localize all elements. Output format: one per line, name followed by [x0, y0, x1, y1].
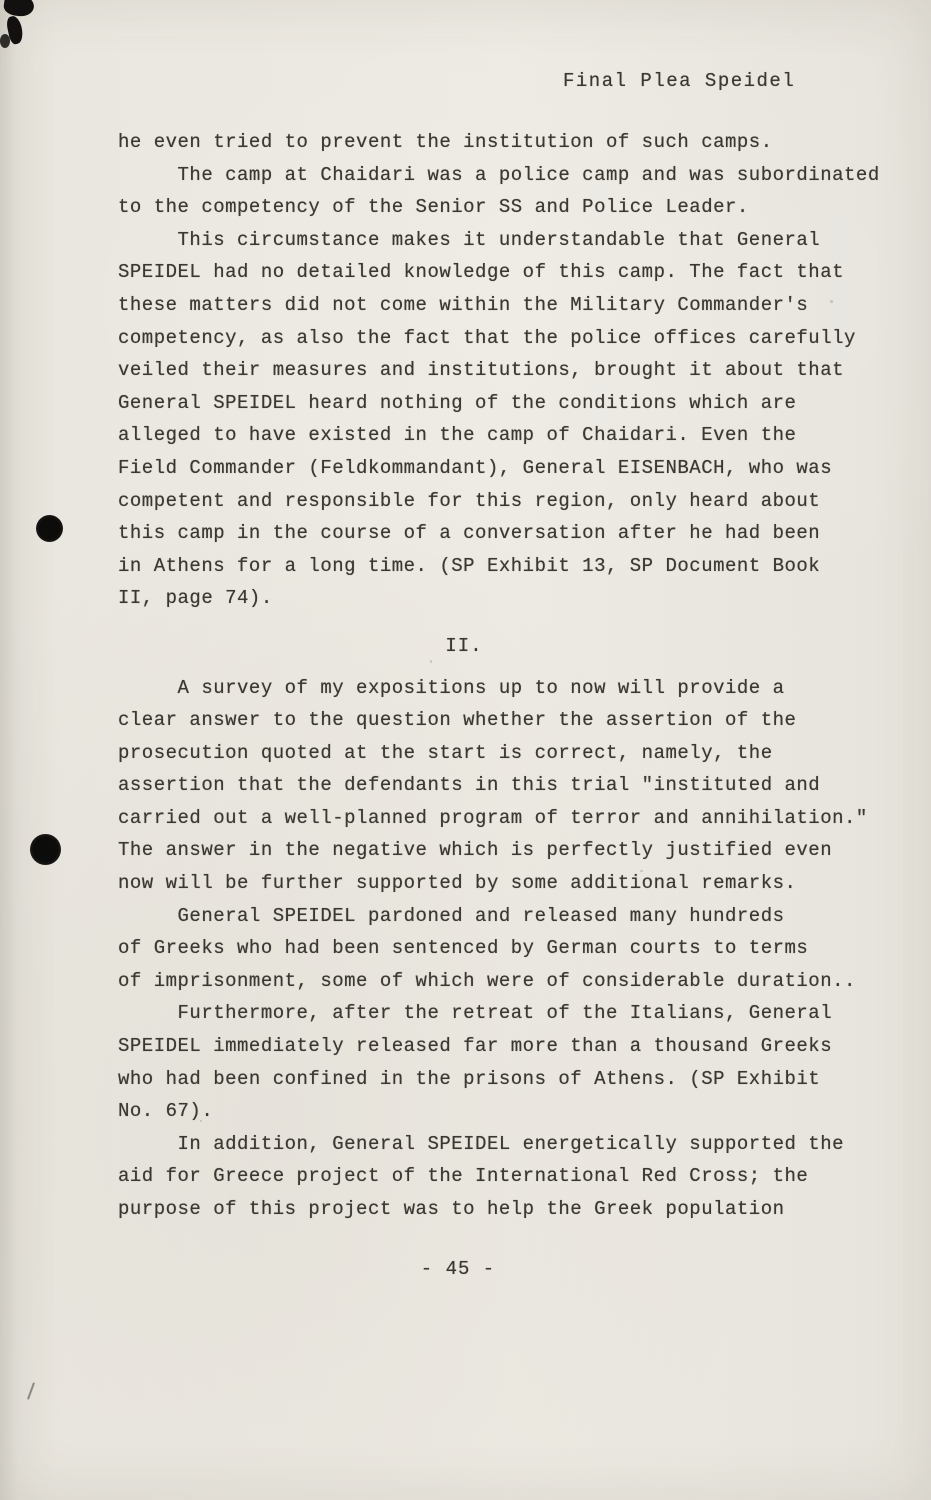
- corner-stain: [0, 34, 10, 48]
- text-line: In addition, General SPEIDEL energetically supported the: [118, 1132, 845, 1155]
- paragraph: [118, 900, 870, 998]
- text-line: Field Commander (Feldkommandant), General EISENBACH, who was: [118, 456, 833, 479]
- corner-stain: [3, 0, 36, 18]
- text-line: these matters did not come within the Military Commander's: [118, 293, 809, 316]
- paragraph: [118, 126, 870, 159]
- punch-hole: [30, 834, 61, 865]
- text-line: SPEIDEL had no detailed knowledge of this camp. The fact that: [118, 261, 845, 284]
- text-line: he even tried to prevent the institution of such camps.: [118, 131, 773, 153]
- text-line: of Greeks who had been sentenced by German courts to terms: [118, 937, 809, 960]
- text-line: assertion that the defendants in this trial "instituted and: [118, 774, 821, 797]
- document-title: Final Plea Speidel: [563, 70, 796, 92]
- paragraph: [118, 159, 880, 224]
- text-line: to the competency of the Senior SS and Police Leader.: [118, 196, 749, 219]
- text-line: Furthermore, after the retreat of the Italians, General: [118, 1002, 833, 1025]
- text-line: This circumstance makes it understandable that General: [118, 228, 821, 251]
- text-line: of imprisonment, some of which were of considerable duration..: [118, 969, 856, 992]
- text-line: alleged to have existed in the camp of Chaidari. Even the: [118, 424, 797, 447]
- text-line: II, page 74).: [118, 587, 273, 610]
- punch-hole: [36, 515, 63, 542]
- pen-mark: [27, 1382, 35, 1400]
- paragraph: [118, 224, 870, 615]
- text-line: now will be further supported by some additional remarks.: [118, 872, 797, 895]
- section-heading: II.: [445, 634, 483, 657]
- paragraph: [118, 672, 870, 900]
- text-line: The camp at Chaidari was a police camp and was subordinated: [118, 163, 880, 186]
- text-line: clear answer to the question whether the assertion of the: [118, 709, 797, 732]
- text-line: A survey of my expositions up to now will provide a: [118, 676, 785, 699]
- text-line: carried out a well-planned program of terror and annihilation.": [118, 806, 868, 829]
- text-line: competent and responsible for this region, only heard about: [118, 489, 821, 512]
- text-line: who had been confined in the prisons of Athens. (SP Exhibit: [118, 1067, 821, 1090]
- paragraph: [118, 997, 870, 1127]
- paragraph: [118, 1128, 870, 1226]
- text-line: General SPEIDEL pardoned and released many hundreds: [118, 904, 785, 927]
- text-line: No. 67).: [118, 1100, 214, 1123]
- page-number: - 45 -: [420, 1258, 496, 1280]
- text-line: veiled their measures and institutions, brought it about that: [118, 359, 845, 382]
- text-line: competency, as also the fact that the police offices carefully: [118, 326, 856, 349]
- document-body: [118, 126, 880, 1226]
- text-line: purpose of this project was to help the Greek population: [118, 1198, 785, 1220]
- text-line: SPEIDEL immediately released far more than a thousand Greeks: [118, 1035, 833, 1058]
- text-line: in Athens for a long time. (SP Exhibit 13, SP Document Book: [118, 554, 821, 577]
- text-line: aid for Greece project of the International Red Cross; the: [118, 1165, 809, 1188]
- text-line: General SPEIDEL heard nothing of the conditions which are: [118, 391, 797, 414]
- text-line: this camp in the course of a conversation after he had been: [118, 522, 821, 545]
- text-line: The answer in the negative which is perfectly justified even: [118, 839, 833, 862]
- text-line: prosecution quoted at the start is correct, namely, the: [118, 741, 773, 764]
